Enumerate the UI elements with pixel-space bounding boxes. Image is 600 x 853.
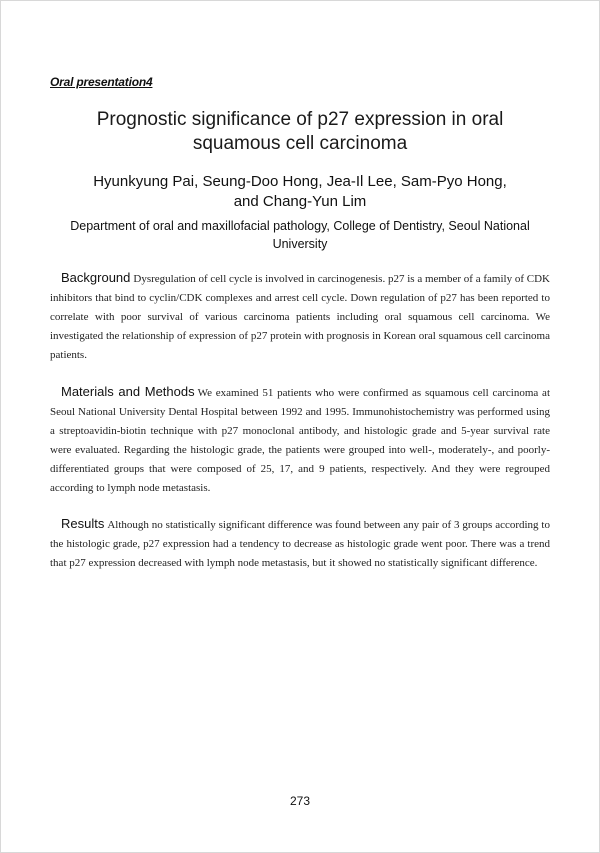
background-paragraph: [50, 268, 550, 365]
background-text: Dysregulation of cell cycle is involved in carcinogenesis. p27 is a member of a family of CDK inhibitors that bind to cyclin/CDK complexes and arrest cell cycle. Down regulation of p27 has been reported to correlate with poor survival of various carcinoma patients including oral squamous cell carcinoma. We investigated the relationship of expression of p27 protein with prognosis in Korean oral squamous cell carcinoma patients.: [50, 273, 550, 361]
results-paragraph: [50, 514, 550, 573]
methods-text: We examined 51 patients who were confirmed as squamous cell carcinoma at Seoul National University Dental Hospital between 1992 and 1995. Immunohistochemistry was performed using a streptoavidin-biotin technique with p27 monoclonal antibody, and histologic grade and 5-year survival rate were evaluated. Regarding the histologic grade, the patients were grouped into well-, moderately-, and poorly-differentiated groups that were composed of 25, 17, and 9 patients, respectively. And they were regrouped according to lymph node metastasis.: [50, 387, 550, 494]
methods-paragraph: [50, 382, 550, 498]
affiliation: Department of oral and maxillofacial pathology, College of Dentistry, Seoul National University: [70, 219, 530, 251]
author-list: Hyunkyung Pai, Seung-Doo Hong, Jea-Il Lee, Sam-Pyo Hong, and Chang-Yun Lim: [93, 173, 507, 210]
background-heading: Background: [61, 270, 131, 285]
page-number: 273: [289, 794, 311, 808]
methods-heading: Materials and Methods: [61, 384, 195, 399]
paper-title: Prognostic significance of p27 expression in oral squamous cell carcinoma: [96, 109, 504, 154]
section-tag: Oral presentation4: [50, 75, 153, 89]
results-text: Although no statistically significant difference was found between any pair of 3 groups according to the histologic grade, p27 expression had a tendency to decrease as histologic grade went poor. There was a trend that p27 expression decreased with lymph node metastasis, but it showed no statistically significant difference.: [50, 519, 550, 569]
results-heading: Results: [61, 516, 105, 531]
